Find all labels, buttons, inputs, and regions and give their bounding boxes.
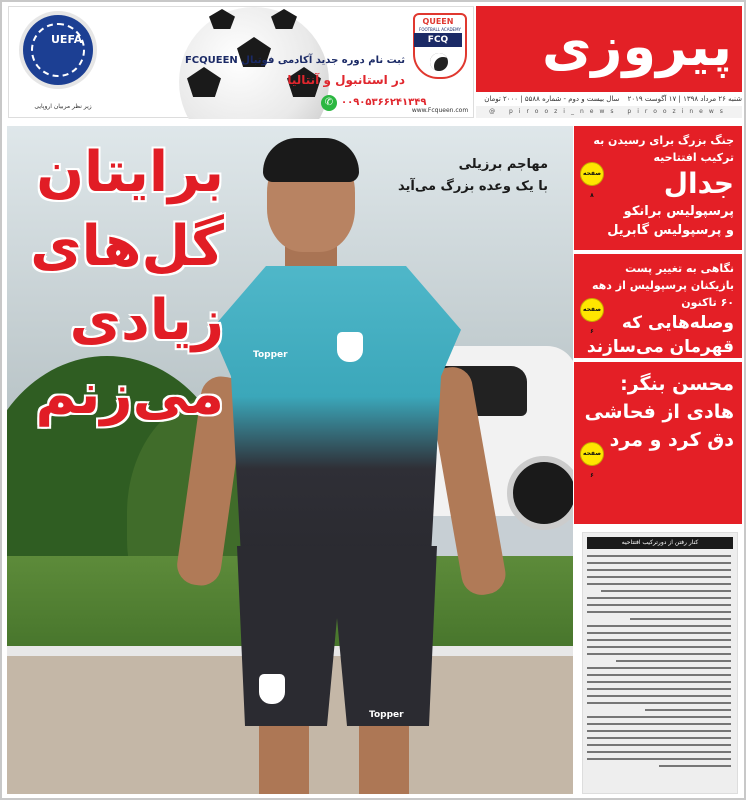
headline-line-1: برایتان [36,140,224,205]
fcq-website[interactable]: www.Fcqueen.com [411,107,469,114]
whatsapp-icon: ✆ [321,95,337,111]
shorts-brand: Topper [369,710,404,720]
main-headline[interactable] [14,136,224,432]
right-column [574,126,742,528]
page-badge: صفحه ۶ [580,442,604,466]
story-1-sub-2: و پرسپولیس گابریل [607,223,734,238]
story-1-kicker: جنگ بزرگ برای رسیدن به ترکیب افتتاحیه [593,134,734,164]
ball-patch [209,9,235,29]
fcq-queen-text: QUEEN [422,17,454,26]
story-1-sub-1: پرسپولیس برانکو [623,204,734,219]
hero-kicker [368,154,548,198]
uefa-logo-icon [23,15,93,85]
issue-text: سال بیست و دوم - شماره ۵۵۸۸ | ۲۰۰۰ تومان [484,95,620,103]
phone-number: ۰۰۹۰۵۳۶۶۲۴۱۳۴۹ [341,97,427,108]
fcq-ball-icon [430,53,448,71]
player-hair [263,138,359,182]
player-leg-right [359,716,409,794]
story-1-headline: جدال [663,167,734,200]
kicker-line-2: با یک وعده بزرگ می‌آید [397,179,548,194]
sidebar-article[interactable] [582,532,738,794]
date-text: شنبه ۲۶ مرداد ۱۳۹۸ | ۱۷ آگوست ۲۰۱۹ [627,95,742,103]
headline-line-2: گل‌های [30,214,224,279]
story-2-line-1: وصله‌هایی که [621,313,734,333]
fcq-shield-icon [413,13,467,79]
story-3-line-2: هادی از فحاشی [584,401,734,423]
kicker-line-1: مهاجم برزیلی [458,157,548,172]
shorts-crest-icon [259,674,285,704]
uefa-caption: زیر نظر مربیان اروپایی [34,103,92,110]
story-jedal[interactable] [574,126,742,250]
story-3-line-1: محسن بنگر: [620,373,734,395]
story-3-line-3: دق کرد و مرد [609,429,734,451]
headline-line-4: می‌زنم [35,362,224,427]
club-crest-icon [337,332,363,362]
page-badge: صفحه ۶ [580,298,604,322]
page-badge: صفحه ۸ [580,162,604,186]
car-wheel [507,456,573,530]
uefa-ring [31,23,85,77]
masthead [476,6,742,92]
sidebar-title: کنار رفتن از دورترکیب افتتاحیه [587,537,733,549]
story-2-kicker: نگاهی به تغییر پست بازیکنان پرسپولیس از دهه ۶۰ تاکنون [591,262,734,309]
social-row: @ piroozi_news piroozinews [476,106,742,118]
story-bangar[interactable] [574,362,742,524]
story-2-line-2: قهرمان می‌سازند [586,337,734,357]
advertisement-banner[interactable] [8,6,474,118]
ad-phone[interactable] [321,95,461,111]
sidebar-body-text [587,555,731,772]
shirt-brand: Topper [253,350,288,360]
ball-patch [271,9,297,29]
player-shirt [211,266,461,556]
player-figure [187,126,507,794]
ad-headline: ثبت نام دوره جدید آکادمی فوتبال FCQUEEN [184,55,405,66]
player-leg-left [259,716,309,794]
dateline [476,92,742,106]
story-patches[interactable] [574,254,742,358]
fcq-band: FCQ [414,33,462,47]
fcq-academy-text: FOOTBALL ACADEMY [419,27,461,32]
headline-line-3: زیادی [69,288,224,353]
uefa-word: UEFA [51,33,83,46]
ad-location: در استانبول و آنتالیا [287,73,405,87]
newspaper-logo: پیروزی [541,15,732,78]
fcq-academy-logo [401,13,475,114]
